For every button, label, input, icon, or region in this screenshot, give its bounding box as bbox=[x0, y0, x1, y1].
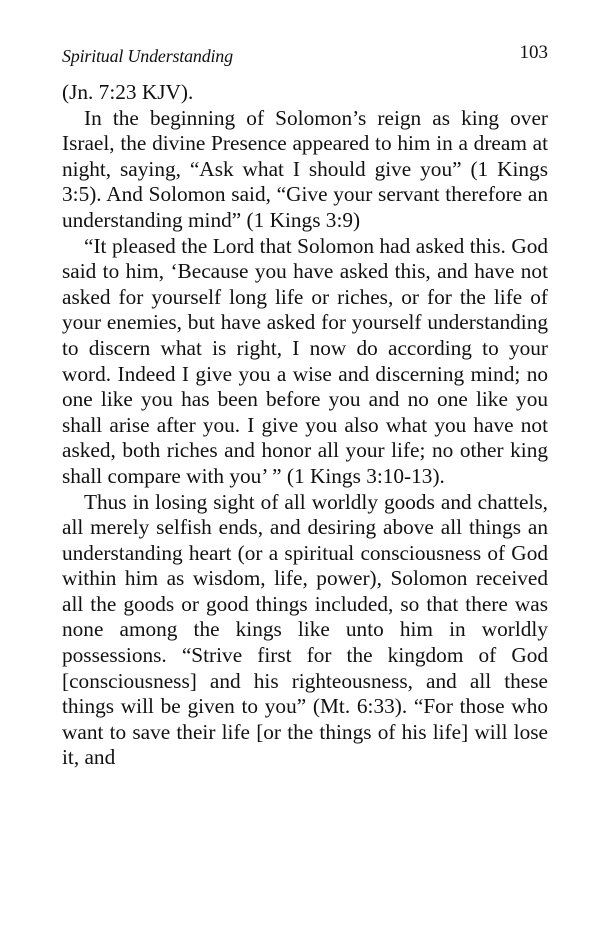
running-title: Spiritual Understanding bbox=[62, 46, 233, 66]
paragraph-solomon-dream: In the beginning of Solomon’s reign as king over Israel, the divine Presence appeared to him in a dream at night, saying, “Ask what I should give you” (1 Kings 3:5). And Solomon said, “Give your servant therefore an understanding mind” (1 Kings 3:9) bbox=[62, 105, 548, 232]
paragraph-lord-pleased: “It pleased the Lord that Solomon had asked this. God said to him, ‘Because you have asked this, and have not asked for yourself long life or riches, or for the life of your enemies, but have asked for yourself understanding to discern what is right, I now do according to your word. Indeed I give you a wise and discerning mind; no one like you has been before you and no one like you shall arise after you. I give you also what you have not asked, both riches and honor all your life; no other king shall compare with you’ ” (1 Kings 3:10-13). bbox=[62, 233, 548, 488]
paragraph-continuation: (Jn. 7:23 KJV). bbox=[62, 80, 194, 104]
running-head bbox=[62, 42, 548, 72]
body-text bbox=[62, 80, 548, 771]
paragraph-losing-sight: Thus in losing sight of all worldly goods and chattels, all merely selfish ends, and desiring above all things an understanding heart (or a spiritual consciousness of God within him as wisdom, life, power), Solomon received all the goods or good things included, so that there was none among the kings like unto him in worldly possessions. “Strive first for the kingdom of God [consciousness] and his righteousness, and all these things will be given to you” (Mt. 6:33). “For those who want to save their life [or the things of his life] will lose it, and bbox=[62, 489, 548, 770]
page-number: 103 bbox=[519, 42, 548, 63]
